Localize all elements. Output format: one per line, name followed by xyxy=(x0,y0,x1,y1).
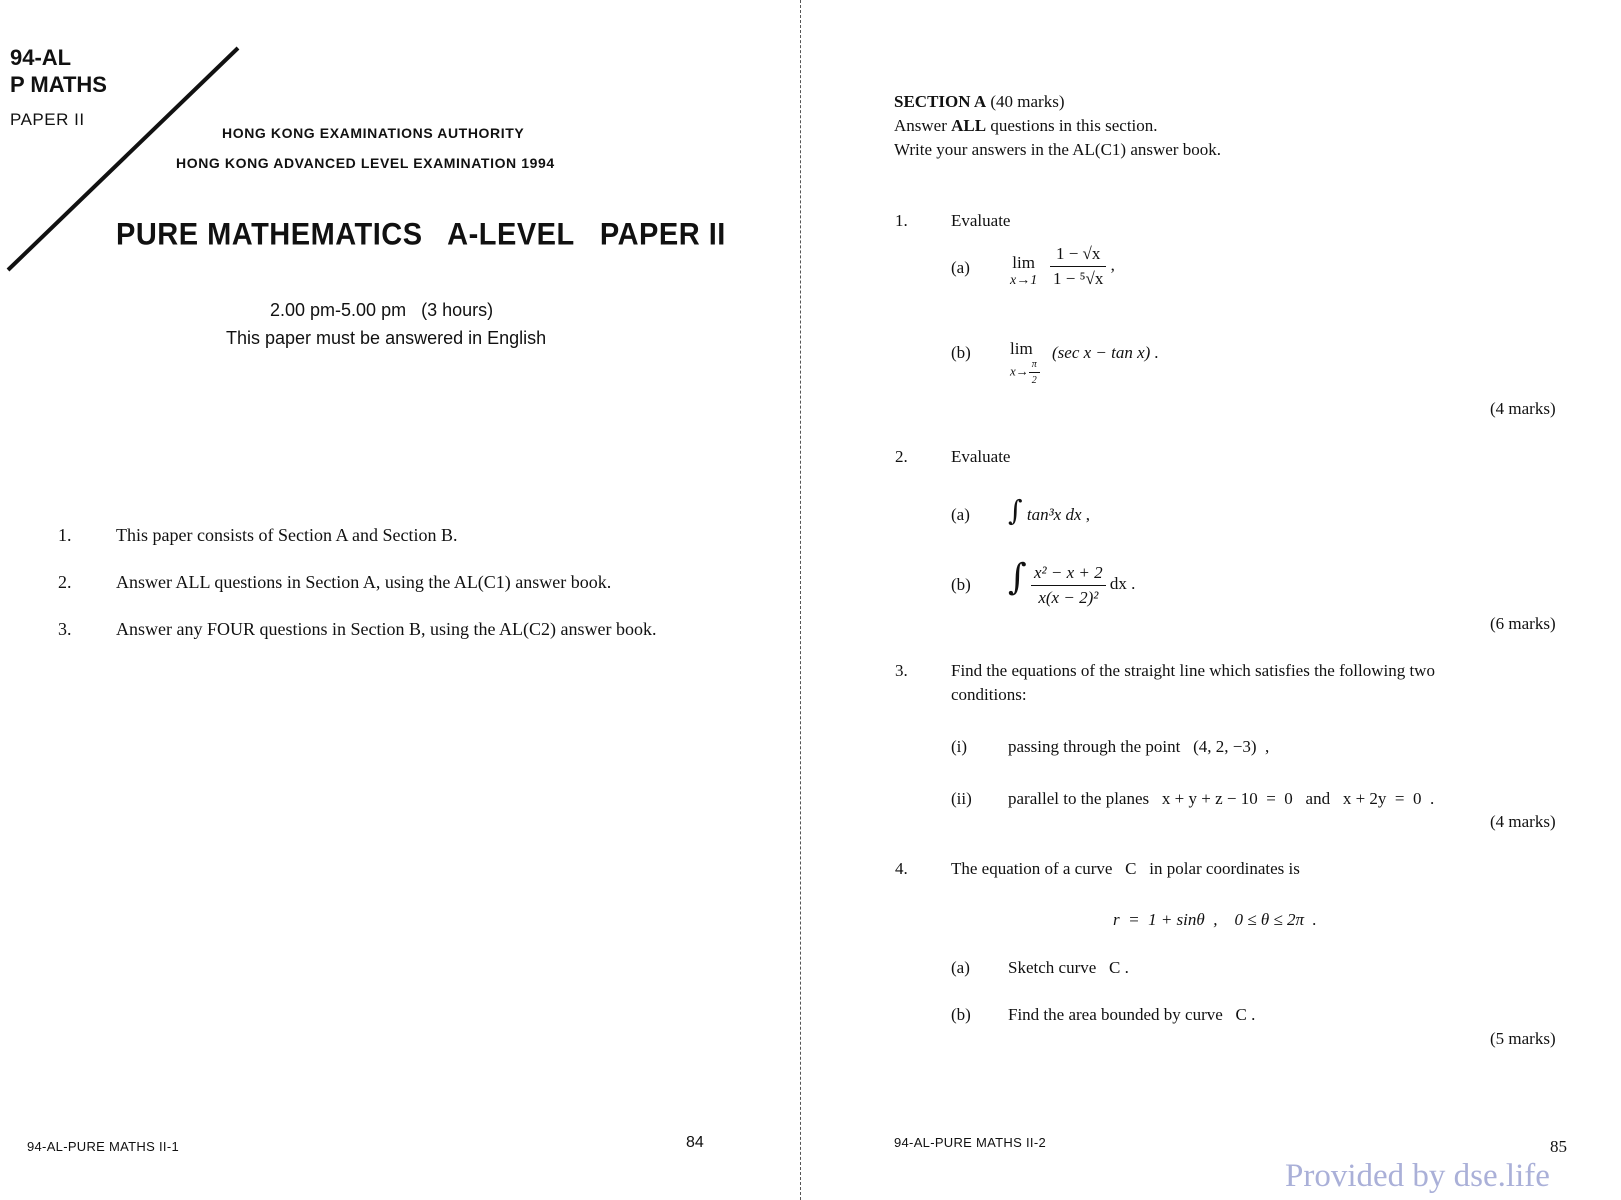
punctuation: , xyxy=(1085,505,1091,524)
answer-all: ALL xyxy=(951,116,987,135)
instruction-number: 1. xyxy=(58,525,72,545)
part-label: (b) xyxy=(951,343,971,362)
lim-text: lim xyxy=(1010,339,1033,358)
exam-code-line2: P MATHS xyxy=(10,72,107,97)
part-label: (a) xyxy=(951,505,970,524)
right-footer: 94-AL-PURE MATHS II-2 xyxy=(894,1135,1046,1150)
lim-subscript: x→1 xyxy=(1010,273,1038,288)
part-label: (b) xyxy=(951,1005,971,1024)
part-label: (a) xyxy=(951,958,970,977)
diagonal-slash-rule xyxy=(0,40,240,320)
marks: (4 marks) xyxy=(1490,399,1556,418)
two-denominator: 2 xyxy=(1031,375,1037,386)
differential: dx xyxy=(1109,574,1127,593)
language-note: This paper must be answered in English xyxy=(226,328,547,348)
page-divider xyxy=(800,0,801,1200)
fraction-denominator: 1 − ⁵√x xyxy=(1053,269,1104,288)
condition-label: (ii) xyxy=(951,789,972,808)
integral-sign: ∫ xyxy=(1008,557,1027,598)
question-number: 2. xyxy=(895,447,908,466)
question-stem-continued: conditions: xyxy=(951,685,1027,704)
integral-expression xyxy=(1008,494,1090,527)
limit-operator xyxy=(1010,253,1037,289)
polar-equation: r = 1 + sinθ , 0 ≤ θ ≤ 2π . xyxy=(1113,910,1317,929)
section-heading-line xyxy=(894,92,1065,112)
marks: (4 marks) xyxy=(1490,812,1556,831)
answer-word: Answer xyxy=(894,116,947,135)
limit-expression xyxy=(1052,343,1159,363)
condition-text: parallel to the planes x + y + z − 10 = 0 and x + 2y = 0 . xyxy=(1008,789,1435,808)
punctuation: . xyxy=(1131,574,1136,593)
examination-name: HONG KONG ADVANCED LEVEL EXAMINATION 1994 xyxy=(176,155,555,171)
punctuation: . xyxy=(1154,343,1159,362)
condition-label: (i) xyxy=(951,737,968,756)
expression: (sec x − tan x) xyxy=(1052,343,1151,362)
fraction-denominator: x(x − 2)² xyxy=(1038,587,1099,607)
marks: (6 marks) xyxy=(1490,614,1556,633)
pi-numerator: π xyxy=(1029,359,1040,373)
answer-rest: questions in this section. xyxy=(990,116,1158,135)
instruction-text: This paper consists of Section A and Section B. xyxy=(116,525,458,545)
marks: (5 marks) xyxy=(1490,1029,1556,1048)
limit-fraction xyxy=(1050,244,1115,289)
exam-time: 2.00 pm-5.00 pm (3 hours) xyxy=(270,300,494,320)
part-text: Sketch curve C . xyxy=(1008,958,1129,977)
write-instruction: Write your answers in the AL(C1) answer book. xyxy=(894,140,1221,159)
punctuation: , xyxy=(1110,255,1115,275)
left-footer: 94-AL-PURE MATHS II-1 xyxy=(27,1139,179,1154)
question-number: 1. xyxy=(895,211,908,230)
instruction-number: 2. xyxy=(58,572,72,592)
integral-sign: ∫ xyxy=(1008,494,1023,527)
lim-subscript xyxy=(1010,359,1040,386)
part-label: (b) xyxy=(951,575,971,594)
question-stem: Evaluate xyxy=(951,447,1011,466)
section-heading: SECTION A xyxy=(894,92,987,111)
question-stem: Evaluate xyxy=(951,211,1011,230)
authority-name: HONG KONG EXAMINATIONS AUTHORITY xyxy=(222,125,525,141)
question-number: 4. xyxy=(895,859,908,878)
limit-operator xyxy=(1010,339,1040,386)
fraction-numerator: 1 − √x xyxy=(1050,244,1106,267)
paper-label: PAPER II xyxy=(10,110,85,129)
part-text: Find the area bounded by curve C . xyxy=(1008,1005,1256,1024)
answer-instruction xyxy=(894,116,1158,136)
integral-expression xyxy=(1008,557,1135,608)
exam-code-line1: 94-AL xyxy=(10,45,72,70)
lim-text: lim xyxy=(1012,253,1035,272)
condition-text: passing through the point (4, 2, −3) , xyxy=(1008,737,1270,756)
lim-variable: x→ xyxy=(1010,363,1029,379)
paper-title: PURE MATHEMATICS A-LEVEL PAPER II xyxy=(116,217,726,253)
fraction-numerator: x² − x + 2 xyxy=(1031,563,1106,586)
left-page-number: 84 xyxy=(686,1134,704,1151)
question-stem: Find the equations of the straight line which satisfies the following two xyxy=(951,661,1435,680)
section-marks: (40 marks) xyxy=(990,92,1065,111)
integrand: tan³x dx xyxy=(1026,505,1082,524)
question-stem: The equation of a curve C in polar coordinates is xyxy=(951,859,1300,878)
question-number: 3. xyxy=(895,661,908,680)
instruction-text: Answer ALL questions in Section A, using the AL(C1) answer book. xyxy=(116,572,612,592)
part-label: (a) xyxy=(951,258,970,277)
watermark: Provided by dse.life xyxy=(1285,1158,1550,1194)
instruction-text: Answer any FOUR questions in Section B, using the AL(C2) answer book. xyxy=(116,619,657,639)
right-page-number: 85 xyxy=(1550,1137,1567,1156)
instruction-number: 3. xyxy=(58,619,72,639)
